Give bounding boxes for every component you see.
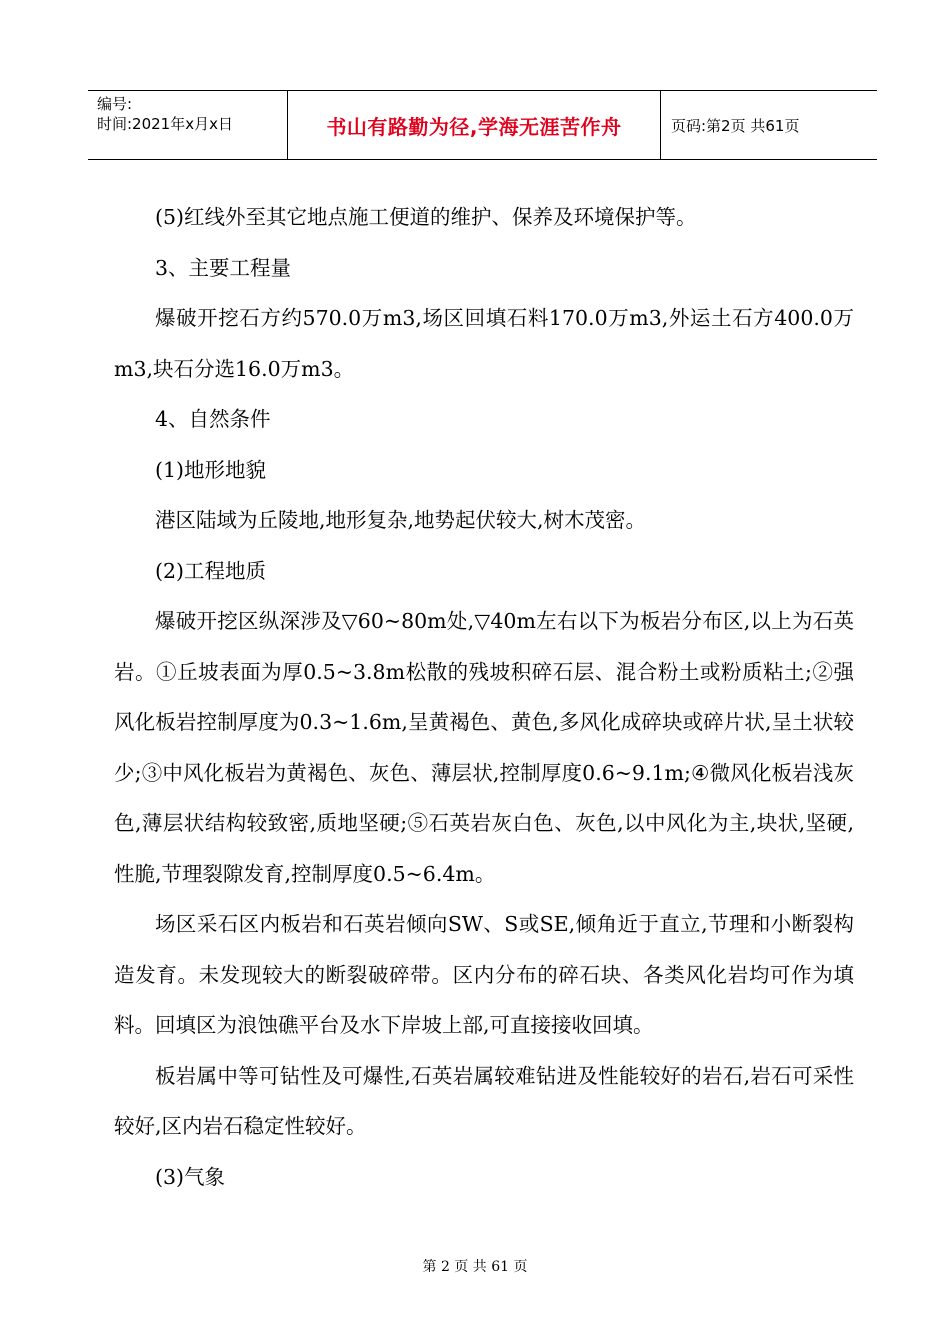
section-heading-natural-conditions: 4、自然条件: [155, 407, 271, 431]
paragraph-item-5-scope: (5)红线外至其它地点施工便道的维护、保养及环境保护等。: [155, 205, 697, 229]
document-body: [114, 192, 854, 1202]
header-info-cell: [88, 91, 288, 159]
paragraph-geology: 爆破开挖区纵深涉及▽60~80m处,▽40m左右以下为板岩分布区,以上为石英岩。①丘坡表面为厚0.5~3.8m松散的残坡积碎石层、混合粉土或粉质粘土;②强风化板岩控制厚度为0.3~1.6m,呈黄褐色、黄色,多风化成碎块或碎片状,呈土状较少;③中风化板岩为黄褐色、灰色、薄层状,控制厚度0.6~9.1m;④微风化板岩浅灰色,薄层状结构较致密,质地坚硬;⑤石英岩灰白色、灰色,以中风化为主,块状,坚硬,性脆,节理裂隙发育,控制厚度0.5~6.4m。: [114, 609, 854, 886]
subheading-weather: (3)气象: [155, 1164, 226, 1189]
section-heading-main-quantities: 3、主要工程量: [155, 255, 292, 280]
paragraph-rock-properties: 板岩属中等可钻性及可爆性,石英岩属较难钻进及性能较好的岩石,岩石可采性较好,区内岩石稳定性较好。: [114, 1063, 854, 1138]
header-page-code: 页码:第2页 共61页: [671, 116, 800, 135]
header-page-cell: [661, 91, 877, 159]
header-motto: 书山有路勤为径,学海无涯苦作舟: [326, 114, 622, 139]
header-motto-cell: [288, 91, 661, 159]
paragraph-topography: 港区陆域为丘陵地,地形复杂,地势起伏较大,树木茂密。: [155, 508, 647, 532]
document-time-label: 时间:2021年x月x日: [97, 115, 233, 133]
page-footer: 第 2 页 共 61 页: [422, 1259, 528, 1275]
page-header: [88, 90, 877, 160]
subheading-topography: (1)地形地貌: [155, 457, 267, 482]
paragraph-quantities: 爆破开挖石方约570.0万m3,场区回填石料170.0万m3,外运土石方400.0万m3,块石分选16.0万m3。: [114, 306, 854, 381]
subheading-geology: (2)工程地质: [155, 558, 267, 583]
document-number-label: 编号:: [97, 95, 133, 113]
paragraph-quarry-structure: 场区采石区内板岩和石英岩倾向SW、S或SE,倾角近于直立,节理和小断裂构造发育。未发现较大的断裂破碎带。区内分布的碎石块、各类风化岩均可作为填料。回填区为浪蚀礁平台及水下岸坡上部,可直接接收回填。: [114, 912, 854, 1037]
